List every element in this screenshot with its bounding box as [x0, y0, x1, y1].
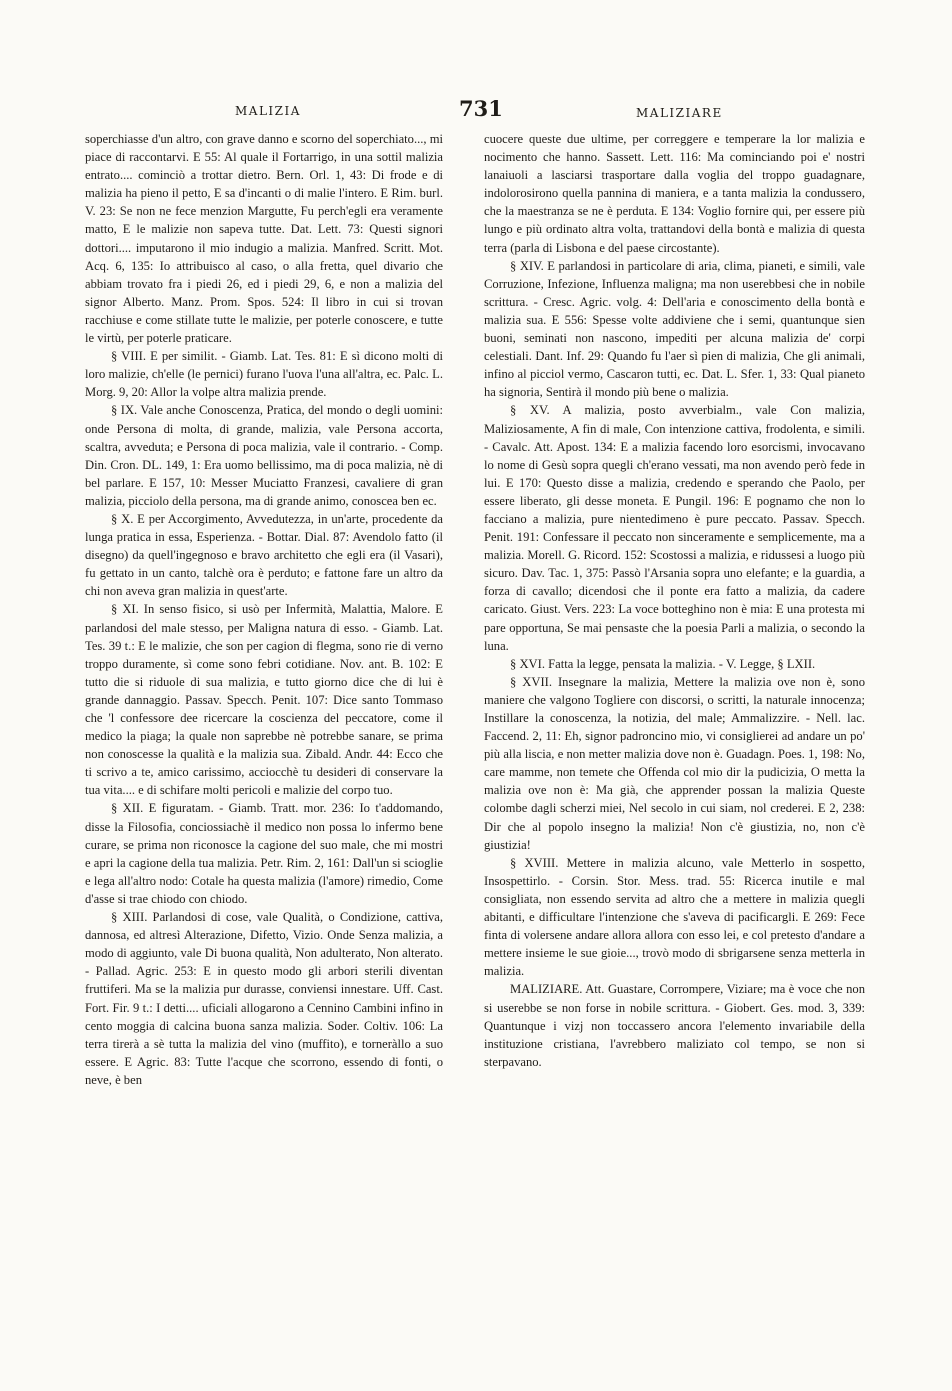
page-number: 731	[459, 96, 503, 121]
paragraph: § XVI. Fatta la legge, pensata la malizia. - V. Legge, § LXII.	[510, 656, 816, 671]
paragraph: § XVII. Insegnare la malizia, Mettere la malizia ove non è, sono maniere che valgono Togliere con discorsi, o scritti, la naturale innocenza; Instillare la conoscenza, la notizia, del male; Ammalizzire. - Nell. lac. Faccend. 2, 11: Eh, signor padroncino mio, vi consiglierei ad andare un po' più alla liscia, e non metter malizia dove non è. Guadagn. Poes. 1, 198: No, care mamme, non temete che Offenda col mio dir la pudicizia, O metta la malizia ove non è: Ma già, che apprender possan la malizia Queste colombe dagli scherzi miei, Nel secolo in cui siam, nol crederei. E 2, 238: Dir che al popolo insegno la malizia! Non c'è giustizia, no, non c'è giustizia!	[484, 674, 865, 852]
header-left-headword: MALIZIA	[235, 104, 301, 118]
paragraph: § VIII. E per similit. - Giamb. Lat. Tes. 81: E sì dicono molti di loro malizie, ch'elle (le pernici) furano l'uova l'una all'altra, ec. Palc. L. Morg. 9, 20: Allor la volpe altra malizia prende.	[85, 349, 443, 400]
paragraph: § XIV. E parlandosi in particolare di aria, clima, pianeti, e simili, vale Corruzione, Infezione, Influenza maligna; ma non userebbesi che in nobile scrittura. - Cresc. Agric. volg. 4: Dell'aria e conoscimento della bontà e malizia sua. E 556: Spesse volte addiviene che i semi, quantunque sien buoni, seminati non nascono, impediti per alcuna malizia de' corpi celestiali. Dant. Inf. 29: Quando fu l'aer sì pien di malizia, Che gli animali, infino al picciol vermo, Cascaron tutti, ec. Dat. L. Sfer. 1, 33: Qual pianeto ha signoria, Sentirà il mondo più bene o malizia.	[484, 258, 865, 400]
right-column	[484, 130, 865, 1071]
page-header	[85, 96, 867, 126]
paragraph: § XIII. Parlandosi di cose, vale Qualità, o Condizione, cattiva, dannosa, ed altresì Alterazione, Difetto, Vizio. Onde Senza malizia, a modo di aggiunto, vale Di buona qualità, Non adulterato, Non alterato. - Pallad. Agric. 253: E in questo modo gli arbori sterili diventan fruttiferi. Ma se la malizia pur durasse, conviensi innestare. Uff. Cast. Fort. Fir. 9 t.: I detti.... uficiali allogarono a Cennino Cambini infino in cento moggia di calcina buona sanza malizia. Soder. Coltiv. 106: La terra tirerà a sè tutta la malizia del vino (muffito), e torneràllo a suo essere. E Agric. 83: Tutte l'acque che scorrono, essendo di fonti, o neve, è ben	[85, 910, 443, 1087]
paragraph: § XI. In senso fisico, si usò per Infermità, Malattia, Malore. E parlandosi del male stesso, per Maligna natura di esso. - Giamb. Lat. Tes. 39 t.: E le malizie, che son per cagion di flegma, sono rie di verno troppo duramente, sì come sono febri cotidiane. Nov. ant. B. 102: E tutto die si riduole di sua malizia, e tutto giorno dice che di lui è grande dannaggio. Passav. Specch. Penit. 107: Dice santo Tommaso che 'l confessore dee ricercare la coscienza del peccatore, come il medico la piaga; la quale non saprebbe nè potrebbe sanare, se prima non conoscesse la qualità e la malizia sua. Zibald. Andr. 44: Ecco che ti scrivo a te, amico carissimo, acciocchè tu desideri di conservare la tua vita.... e di schifare molti pericoli e malizie del corpo tuo.	[85, 602, 443, 798]
paragraph: MALIZIARE. Att. Guastare, Corrompere, Viziare; ma è voce che non si userebbe se non forse in nobile scrittura. - Giobert. Ges. mod. 3, 339: Quantunque i vizj non toccassero ancora l'elemento invariabile della instituzione cristiana, l'avrebbero maliziato col tempo, se non si sterpavano.	[484, 982, 865, 1069]
paragraph: § X. E per Accorgimento, Avvedutezza, in un'arte, procedente da lunga pratica in essa, Esperienza. - Bottar. Dial. 87: Avendolo fatto (il disegno) da quell'ingegnoso e bravo architetto che egli era (il Vasari), fu gettato in un canto, talchè ora è perduto; e fattone fare un altro da chi non aveva gran malizia in quest'arte.	[85, 511, 443, 599]
header-right-headword: MALIZIARE	[636, 106, 723, 120]
paragraph: § IX. Vale anche Conoscenza, Pratica, del mondo o degli uomini: onde Persona di molta, di grande, malizia, vale Persona accorta, scaltra, avveduta; e Persona di poca malizia, vale il contrario. - Comp. Din. Cron. DL. 149, 1: Era uomo bellissimo, ma di poca malizia, nè di bel parlare. E 157, 10: Messer Muciatto Franzesi, cavaliere di gran malizia, picciolo della persona, ma di grande animo, conoscea ben ec.	[85, 403, 443, 508]
left-column	[85, 130, 443, 1089]
paragraph: § XV. A malizia, posto avverbialm., vale Con malizia, Maliziosamente, A fin di male, Con intenzione cattiva, frodolenta, e simili. - Cavalc. Att. Apost. 134: E a malizia facendo loro esorcismi, invocavano lo nome di Gesù sopra quegli ch'erano vessati, ma non avendo però fede in lui. E 170: Questo disse a malizia, credendo e sperando che Paolo, per essere liberato, gli desse moneta. E Pungil. 196: E pognamo che non lo facciano a malizia, pure nientedimeno è pure peccato. Passav. Specch. Penit. 191: Confessare il peccato non sinceramente e semplicemente, ma a malizia. Morell. G. Ricord. 152: Scostossi a malizia, e ridussesi a luogo più sicuro. Dav. Tac. 1, 375: Passò l'Arsania sopra uno elefante; e la guardia, a forza di cavallo; dicendosi che il ponte era fatto a malizia, da cadere caricato. Giust. Vers. 223: La voce botteghino non è mia: E una protesta mi pare opportuna, Se mai pensaste che la poesia Parli a malizia, o secondo la luna.	[484, 403, 865, 653]
paragraph: § XVIII. Mettere in malizia alcuno, vale Metterlo in sospetto, Insospettirlo. - Corsin. Stor. Mess. trad. 55: Ricerca inutile e mal consigliata, non essendo servita ad altro che a mettere in malizia quegli abitanti, e difficultare l'intenzione che s'aveva di pacificargli. E 269: Fece finta di volersene andare allora allora con esso lei, e col pretesto d'andare a mettere insieme le sue gioie..., trovò modo di sbrigarsene senza metterla in malizia.	[484, 855, 865, 979]
paragraph: § XII. E figuratam. - Giamb. Tratt. mor. 236: Io t'addomando, disse la Filosofia, conciossiachè il medico non possa lo infermo bene curare, se prima non riconosce la cagione del suo male, che mi mostri e apri la cagione della tua malizia. Petr. Rim. 2, 161: Dall'un si scioglie e lega all'altro nodo: Cotale ha questa malizia (l'amore) rimedio, Come d'asse si trae chiodo con chiodo.	[85, 801, 443, 906]
paragraph: cuocere queste due ultime, per correggere e temperare la lor malizia e nocimento che hanno. Sassett. Lett. 116: Ma cominciando poi e' nostri lanaiuoli a lasciarsi trasportare dalla voglia del troppo guadagnare, indolorosirono quella pannina di maniera, e a tanta malizia la condussero, che la maestranza se ne è perduta. E 134: Voglio fornire qui, per essere più lungo e più ordinato altra volta, trattandovi della bontà e malizia di questa terra (parla di Lisbona e del paese circostante).	[484, 132, 865, 255]
paragraph: soperchiasse d'un altro, con grave danno e scorno del soperchiato..., mi piace di raccontarvi. E 55: Al quale il Fortarrigo, in una sottil malizia entrato.... cominciò a trottar dietro. Bern. Orl. 1, 43: Di frode e di malizia ha pieno il petto, E sa d'incanti o di malie l'intero. E Rim. burl. V. 23: Se non ne fece menzion Margutte, Fu perch'egli era veramente matto, E le malizie non sapeva tutte. Dat. Lett. 73: Questi signori dottori.... imputarono il mio indugio a malizia. Manfred. Scritt. Mot. Acq. 6, 135: Io attribuisco al caso, o alla fretta, quel divario che abbiam trovato fra i piedi 26, ed i piedi 29, 6, e non a malizia del signor Alberto. Manz. Prom. Spos. 524: Il libro in cui si trovan racchiuse e come stillate tutte le malizie, per poterle conoscere, e tutte le virtù, per poterle praticare.	[85, 132, 443, 346]
